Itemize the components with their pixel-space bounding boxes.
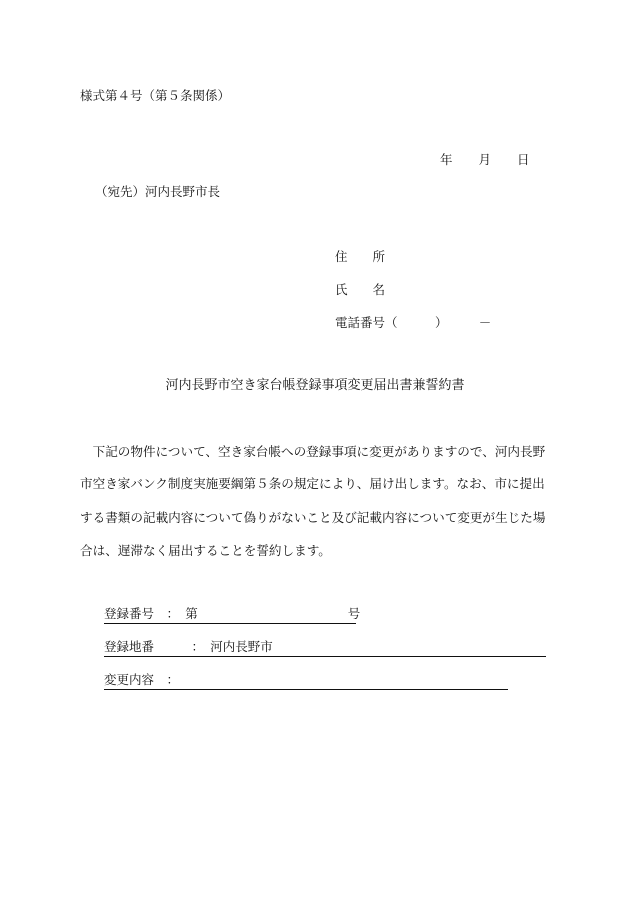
form-number: 様式第４号（第５条関係）: [80, 88, 231, 103]
addressee: （宛先）河内長野市長: [95, 184, 221, 199]
change-content-field: [104, 674, 508, 690]
date-line: [440, 154, 530, 167]
registration-number-field: [104, 606, 361, 624]
change-content-label: 変更内容 ：: [104, 674, 508, 690]
applicant-address-label: 住 所: [335, 249, 386, 264]
lot-number-field: [104, 641, 546, 657]
date-day: 日: [517, 152, 530, 167]
date-year: 年: [440, 152, 453, 167]
document-title: 河内長野市空き家台帳登録事項変更届出書兼誓約書: [165, 378, 465, 393]
body-text-line: 合は、遅滞なく届出することを誓約します。: [80, 543, 331, 558]
body-text-line: 下記の物件について、空き家台帳への登録事項に変更がありますので、河内長野: [80, 444, 546, 459]
body-text-line: 市空き家バンク制度実施要綱第５条の規定により、届け出します。なお、市に提出: [80, 476, 545, 491]
lot-number-label: 登録地番 ： 河内長野市: [104, 641, 546, 657]
date-month: 月: [478, 152, 492, 167]
applicant-name-label: 氏 名: [335, 282, 386, 297]
registration-number-label: 登録番号 ： 第 号: [104, 608, 356, 624]
body-text-line: する書類の記載内容について偽りがないこと及び記載内容について変更が生じた場: [80, 510, 546, 525]
applicant-phone-label: 電話番号（ ） －: [335, 315, 492, 330]
